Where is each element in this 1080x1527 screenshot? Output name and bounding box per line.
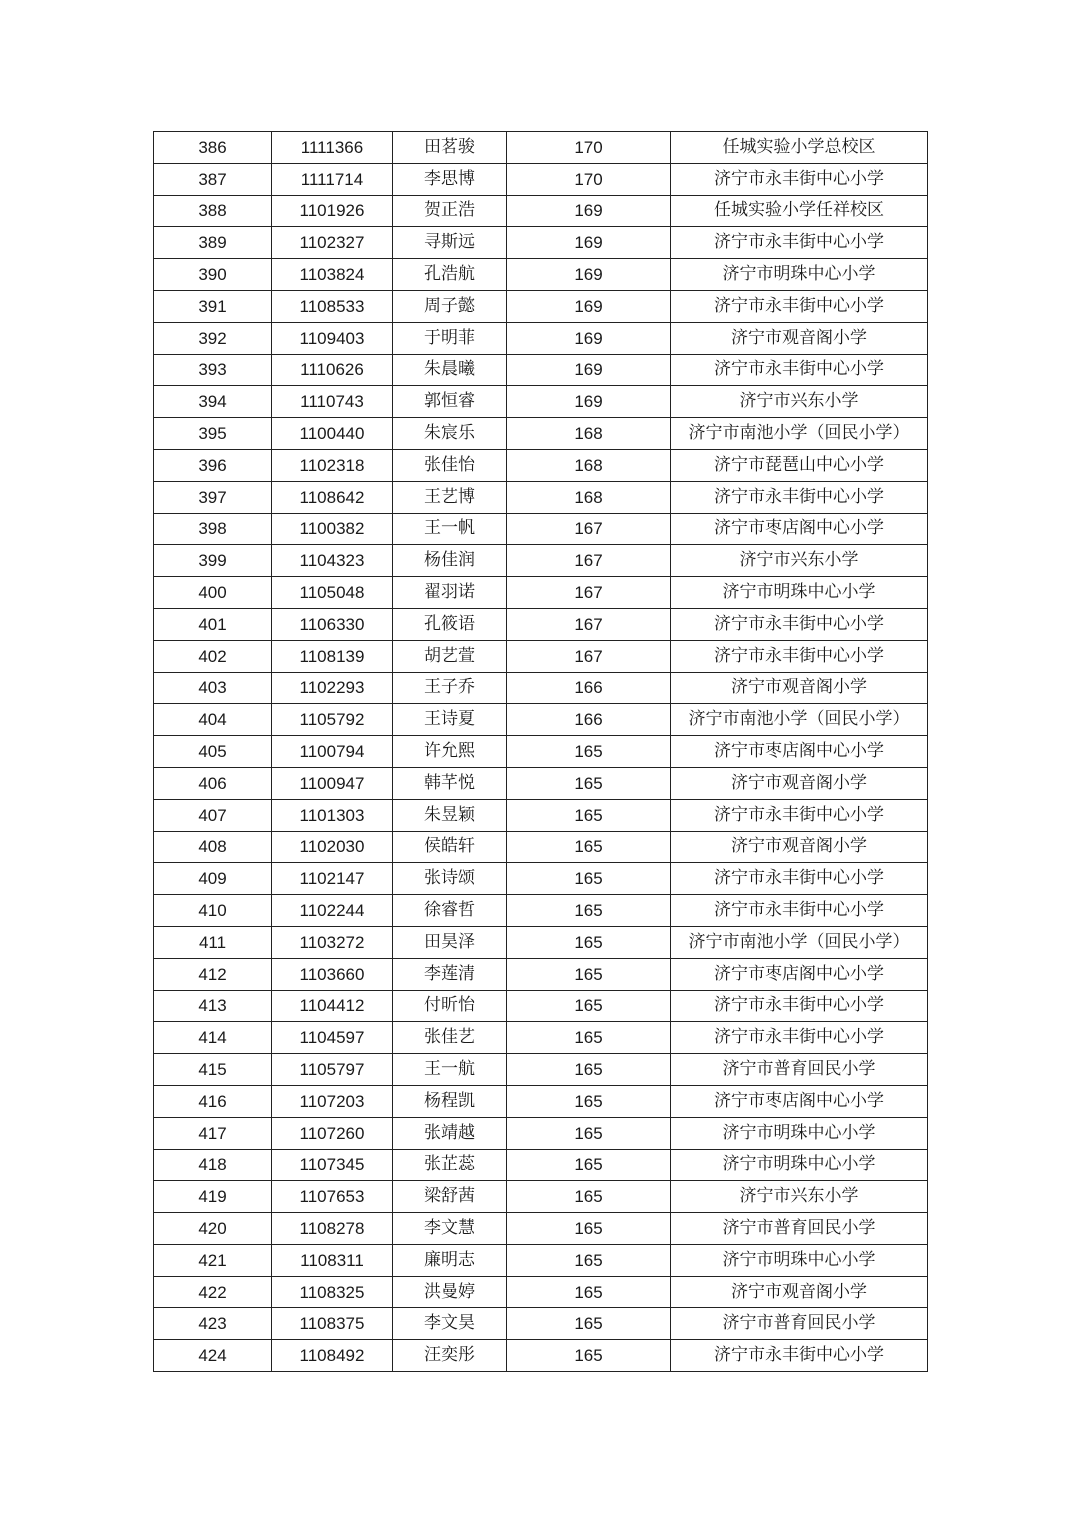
student-name-cell: 张靖越 xyxy=(393,1117,507,1149)
rank-cell: 410 xyxy=(154,895,272,927)
rank-cell: 419 xyxy=(154,1181,272,1213)
student-id-cell: 1100947 xyxy=(272,767,393,799)
rank-cell: 416 xyxy=(154,1085,272,1117)
student-name-cell: 郭恒睿 xyxy=(393,386,507,418)
student-id-cell: 1104597 xyxy=(272,1022,393,1054)
student-id-cell: 1105048 xyxy=(272,577,393,609)
student-name-cell: 许允熙 xyxy=(393,736,507,768)
table-row xyxy=(154,926,928,958)
score-cell: 165 xyxy=(507,1244,671,1276)
school-cell: 济宁市永丰街中心小学 xyxy=(671,481,928,513)
school-cell: 济宁市明珠中心小学 xyxy=(671,1117,928,1149)
school-cell: 任城实验小学总校区 xyxy=(671,132,928,164)
table-row xyxy=(154,386,928,418)
table-row xyxy=(154,1340,928,1372)
student-id-cell: 1101926 xyxy=(272,195,393,227)
school-cell: 济宁市观音阁小学 xyxy=(671,672,928,704)
student-id-cell: 1108139 xyxy=(272,640,393,672)
rank-cell: 393 xyxy=(154,354,272,386)
student-name-cell: 汪奕彤 xyxy=(393,1340,507,1372)
score-cell: 167 xyxy=(507,513,671,545)
table-row xyxy=(154,418,928,450)
table-row xyxy=(154,1181,928,1213)
school-cell: 济宁市普育回民小学 xyxy=(671,1054,928,1086)
rank-cell: 424 xyxy=(154,1340,272,1372)
score-cell: 167 xyxy=(507,545,671,577)
school-cell: 济宁市枣店阁中心小学 xyxy=(671,1085,928,1117)
rank-cell: 400 xyxy=(154,577,272,609)
table-row xyxy=(154,704,928,736)
table-row xyxy=(154,1213,928,1245)
table-row xyxy=(154,1054,928,1086)
student-name-cell: 李文昊 xyxy=(393,1308,507,1340)
rank-cell: 396 xyxy=(154,449,272,481)
student-name-cell: 梁舒茜 xyxy=(393,1181,507,1213)
score-cell: 168 xyxy=(507,418,671,450)
rank-cell: 398 xyxy=(154,513,272,545)
rank-cell: 407 xyxy=(154,799,272,831)
student-name-cell: 朱昱颖 xyxy=(393,799,507,831)
table-row xyxy=(154,736,928,768)
score-cell: 165 xyxy=(507,1085,671,1117)
student-name-cell: 田昊泽 xyxy=(393,926,507,958)
rank-cell: 390 xyxy=(154,259,272,291)
table-row xyxy=(154,1117,928,1149)
score-cell: 165 xyxy=(507,895,671,927)
student-name-cell: 张诗颂 xyxy=(393,863,507,895)
rank-cell: 403 xyxy=(154,672,272,704)
rank-cell: 415 xyxy=(154,1054,272,1086)
student-id-cell: 1104323 xyxy=(272,545,393,577)
table-row xyxy=(154,290,928,322)
table-row xyxy=(154,227,928,259)
student-name-cell: 寻斯远 xyxy=(393,227,507,259)
student-id-cell: 1108375 xyxy=(272,1308,393,1340)
table-row xyxy=(154,767,928,799)
table-row xyxy=(154,1276,928,1308)
student-name-cell: 侯皓轩 xyxy=(393,831,507,863)
school-cell: 济宁市普育回民小学 xyxy=(671,1308,928,1340)
table-row xyxy=(154,1244,928,1276)
rank-cell: 405 xyxy=(154,736,272,768)
student-id-cell: 1110743 xyxy=(272,386,393,418)
student-id-cell: 1107260 xyxy=(272,1117,393,1149)
student-name-cell: 张芷蕊 xyxy=(393,1149,507,1181)
score-cell: 169 xyxy=(507,322,671,354)
score-cell: 168 xyxy=(507,481,671,513)
table-row xyxy=(154,545,928,577)
rank-cell: 421 xyxy=(154,1244,272,1276)
student-name-cell: 徐睿哲 xyxy=(393,895,507,927)
rank-cell: 386 xyxy=(154,132,272,164)
score-cell: 166 xyxy=(507,672,671,704)
student-id-cell: 1105792 xyxy=(272,704,393,736)
student-id-cell: 1111714 xyxy=(272,163,393,195)
score-cell: 165 xyxy=(507,736,671,768)
school-cell: 济宁市明珠中心小学 xyxy=(671,259,928,291)
table-row xyxy=(154,195,928,227)
school-cell: 济宁市观音阁小学 xyxy=(671,1276,928,1308)
school-cell: 济宁市普育回民小学 xyxy=(671,1213,928,1245)
rank-cell: 395 xyxy=(154,418,272,450)
student-name-cell: 翟羽诺 xyxy=(393,577,507,609)
score-cell: 165 xyxy=(507,990,671,1022)
rank-cell: 391 xyxy=(154,290,272,322)
student-name-cell: 张佳艺 xyxy=(393,1022,507,1054)
score-cell: 170 xyxy=(507,132,671,164)
student-name-cell: 于明菲 xyxy=(393,322,507,354)
table-row xyxy=(154,513,928,545)
student-name-cell: 王一航 xyxy=(393,1054,507,1086)
student-name-cell: 李文慧 xyxy=(393,1213,507,1245)
score-cell: 167 xyxy=(507,640,671,672)
rank-cell: 422 xyxy=(154,1276,272,1308)
student-id-cell: 1102327 xyxy=(272,227,393,259)
score-cell: 165 xyxy=(507,831,671,863)
school-cell: 济宁市观音阁小学 xyxy=(671,322,928,354)
student-name-cell: 王艺博 xyxy=(393,481,507,513)
table-row xyxy=(154,799,928,831)
score-cell: 165 xyxy=(507,863,671,895)
student-id-cell: 1105797 xyxy=(272,1054,393,1086)
results-table-body xyxy=(154,132,928,1372)
table-row xyxy=(154,259,928,291)
student-name-cell: 贺正浩 xyxy=(393,195,507,227)
table-row xyxy=(154,322,928,354)
rank-cell: 392 xyxy=(154,322,272,354)
student-name-cell: 王子乔 xyxy=(393,672,507,704)
school-cell: 济宁市南池小学（回民小学） xyxy=(671,704,928,736)
results-table xyxy=(153,131,928,1372)
school-cell: 济宁市南池小学（回民小学） xyxy=(671,926,928,958)
table-row xyxy=(154,1022,928,1054)
rank-cell: 423 xyxy=(154,1308,272,1340)
table-row xyxy=(154,640,928,672)
school-cell: 济宁市琵琶山中心小学 xyxy=(671,449,928,481)
student-id-cell: 1101303 xyxy=(272,799,393,831)
student-id-cell: 1107203 xyxy=(272,1085,393,1117)
student-id-cell: 1104412 xyxy=(272,990,393,1022)
student-id-cell: 1102030 xyxy=(272,831,393,863)
score-cell: 166 xyxy=(507,704,671,736)
school-cell: 济宁市兴东小学 xyxy=(671,545,928,577)
student-id-cell: 1100794 xyxy=(272,736,393,768)
rank-cell: 401 xyxy=(154,608,272,640)
rank-cell: 408 xyxy=(154,831,272,863)
student-name-cell: 朱宸乐 xyxy=(393,418,507,450)
student-name-cell: 洪曼婷 xyxy=(393,1276,507,1308)
school-cell: 济宁市永丰街中心小学 xyxy=(671,863,928,895)
student-name-cell: 李思博 xyxy=(393,163,507,195)
table-row xyxy=(154,990,928,1022)
student-id-cell: 1108311 xyxy=(272,1244,393,1276)
school-cell: 济宁市兴东小学 xyxy=(671,386,928,418)
table-row xyxy=(154,608,928,640)
student-name-cell: 周子懿 xyxy=(393,290,507,322)
school-cell: 任城实验小学任祥校区 xyxy=(671,195,928,227)
score-cell: 167 xyxy=(507,577,671,609)
table-row xyxy=(154,354,928,386)
rank-cell: 417 xyxy=(154,1117,272,1149)
table-row xyxy=(154,449,928,481)
score-cell: 165 xyxy=(507,1181,671,1213)
score-cell: 169 xyxy=(507,195,671,227)
student-name-cell: 胡艺萱 xyxy=(393,640,507,672)
score-cell: 167 xyxy=(507,608,671,640)
score-cell: 169 xyxy=(507,227,671,259)
rank-cell: 389 xyxy=(154,227,272,259)
student-name-cell: 付昕怡 xyxy=(393,990,507,1022)
student-id-cell: 1102318 xyxy=(272,449,393,481)
school-cell: 济宁市枣店阁中心小学 xyxy=(671,958,928,990)
table-row xyxy=(154,1308,928,1340)
table-row xyxy=(154,132,928,164)
school-cell: 济宁市永丰街中心小学 xyxy=(671,608,928,640)
student-id-cell: 1106330 xyxy=(272,608,393,640)
student-id-cell: 1110626 xyxy=(272,354,393,386)
score-cell: 170 xyxy=(507,163,671,195)
school-cell: 济宁市南池小学（回民小学） xyxy=(671,418,928,450)
score-cell: 165 xyxy=(507,1308,671,1340)
student-name-cell: 杨佳润 xyxy=(393,545,507,577)
school-cell: 济宁市永丰街中心小学 xyxy=(671,227,928,259)
student-name-cell: 王一帆 xyxy=(393,513,507,545)
rank-cell: 412 xyxy=(154,958,272,990)
score-cell: 169 xyxy=(507,259,671,291)
school-cell: 济宁市明珠中心小学 xyxy=(671,1149,928,1181)
student-id-cell: 1108642 xyxy=(272,481,393,513)
student-name-cell: 孔筱语 xyxy=(393,608,507,640)
school-cell: 济宁市永丰街中心小学 xyxy=(671,990,928,1022)
student-id-cell: 1107345 xyxy=(272,1149,393,1181)
student-id-cell: 1100440 xyxy=(272,418,393,450)
rank-cell: 394 xyxy=(154,386,272,418)
rank-cell: 414 xyxy=(154,1022,272,1054)
table-row xyxy=(154,895,928,927)
score-cell: 165 xyxy=(507,958,671,990)
score-cell: 165 xyxy=(507,926,671,958)
rank-cell: 399 xyxy=(154,545,272,577)
student-name-cell: 韩芊悦 xyxy=(393,767,507,799)
rank-cell: 388 xyxy=(154,195,272,227)
rank-cell: 387 xyxy=(154,163,272,195)
score-cell: 165 xyxy=(507,1149,671,1181)
rank-cell: 397 xyxy=(154,481,272,513)
school-cell: 济宁市永丰街中心小学 xyxy=(671,1340,928,1372)
school-cell: 济宁市永丰街中心小学 xyxy=(671,640,928,672)
student-id-cell: 1102293 xyxy=(272,672,393,704)
school-cell: 济宁市永丰街中心小学 xyxy=(671,290,928,322)
school-cell: 济宁市明珠中心小学 xyxy=(671,1244,928,1276)
rank-cell: 420 xyxy=(154,1213,272,1245)
score-cell: 165 xyxy=(507,1054,671,1086)
rank-cell: 418 xyxy=(154,1149,272,1181)
student-id-cell: 1103660 xyxy=(272,958,393,990)
score-cell: 168 xyxy=(507,449,671,481)
score-cell: 169 xyxy=(507,290,671,322)
student-id-cell: 1103824 xyxy=(272,259,393,291)
student-id-cell: 1102244 xyxy=(272,895,393,927)
student-name-cell: 张佳怡 xyxy=(393,449,507,481)
table-row xyxy=(154,831,928,863)
school-cell: 济宁市永丰街中心小学 xyxy=(671,895,928,927)
student-id-cell: 1100382 xyxy=(272,513,393,545)
student-id-cell: 1103272 xyxy=(272,926,393,958)
school-cell: 济宁市明珠中心小学 xyxy=(671,577,928,609)
score-cell: 165 xyxy=(507,1213,671,1245)
table-row xyxy=(154,1085,928,1117)
score-cell: 165 xyxy=(507,1117,671,1149)
student-id-cell: 1108325 xyxy=(272,1276,393,1308)
student-id-cell: 1102147 xyxy=(272,863,393,895)
student-name-cell: 王诗夏 xyxy=(393,704,507,736)
score-cell: 169 xyxy=(507,386,671,418)
rank-cell: 406 xyxy=(154,767,272,799)
table-row xyxy=(154,863,928,895)
table-row xyxy=(154,958,928,990)
rank-cell: 402 xyxy=(154,640,272,672)
rank-cell: 404 xyxy=(154,704,272,736)
student-name-cell: 李莲清 xyxy=(393,958,507,990)
school-cell: 济宁市观音阁小学 xyxy=(671,831,928,863)
student-id-cell: 1109403 xyxy=(272,322,393,354)
student-name-cell: 孔浩航 xyxy=(393,259,507,291)
rank-cell: 411 xyxy=(154,926,272,958)
score-cell: 165 xyxy=(507,1022,671,1054)
school-cell: 济宁市兴东小学 xyxy=(671,1181,928,1213)
student-name-cell: 田茗骏 xyxy=(393,132,507,164)
school-cell: 济宁市观音阁小学 xyxy=(671,767,928,799)
table-row xyxy=(154,577,928,609)
student-name-cell: 杨程凯 xyxy=(393,1085,507,1117)
rank-cell: 409 xyxy=(154,863,272,895)
student-id-cell: 1111366 xyxy=(272,132,393,164)
student-id-cell: 1108533 xyxy=(272,290,393,322)
rank-cell: 413 xyxy=(154,990,272,1022)
score-cell: 165 xyxy=(507,1276,671,1308)
score-cell: 165 xyxy=(507,1340,671,1372)
school-cell: 济宁市永丰街中心小学 xyxy=(671,354,928,386)
school-cell: 济宁市永丰街中心小学 xyxy=(671,163,928,195)
table-row xyxy=(154,672,928,704)
school-cell: 济宁市永丰街中心小学 xyxy=(671,799,928,831)
table-row xyxy=(154,1149,928,1181)
table-row xyxy=(154,163,928,195)
student-name-cell: 朱晨曦 xyxy=(393,354,507,386)
score-cell: 165 xyxy=(507,767,671,799)
school-cell: 济宁市枣店阁中心小学 xyxy=(671,513,928,545)
score-cell: 165 xyxy=(507,799,671,831)
student-id-cell: 1107653 xyxy=(272,1181,393,1213)
table-row xyxy=(154,481,928,513)
school-cell: 济宁市枣店阁中心小学 xyxy=(671,736,928,768)
student-id-cell: 1108278 xyxy=(272,1213,393,1245)
score-cell: 169 xyxy=(507,354,671,386)
student-name-cell: 廉明志 xyxy=(393,1244,507,1276)
school-cell: 济宁市永丰街中心小学 xyxy=(671,1022,928,1054)
student-id-cell: 1108492 xyxy=(272,1340,393,1372)
